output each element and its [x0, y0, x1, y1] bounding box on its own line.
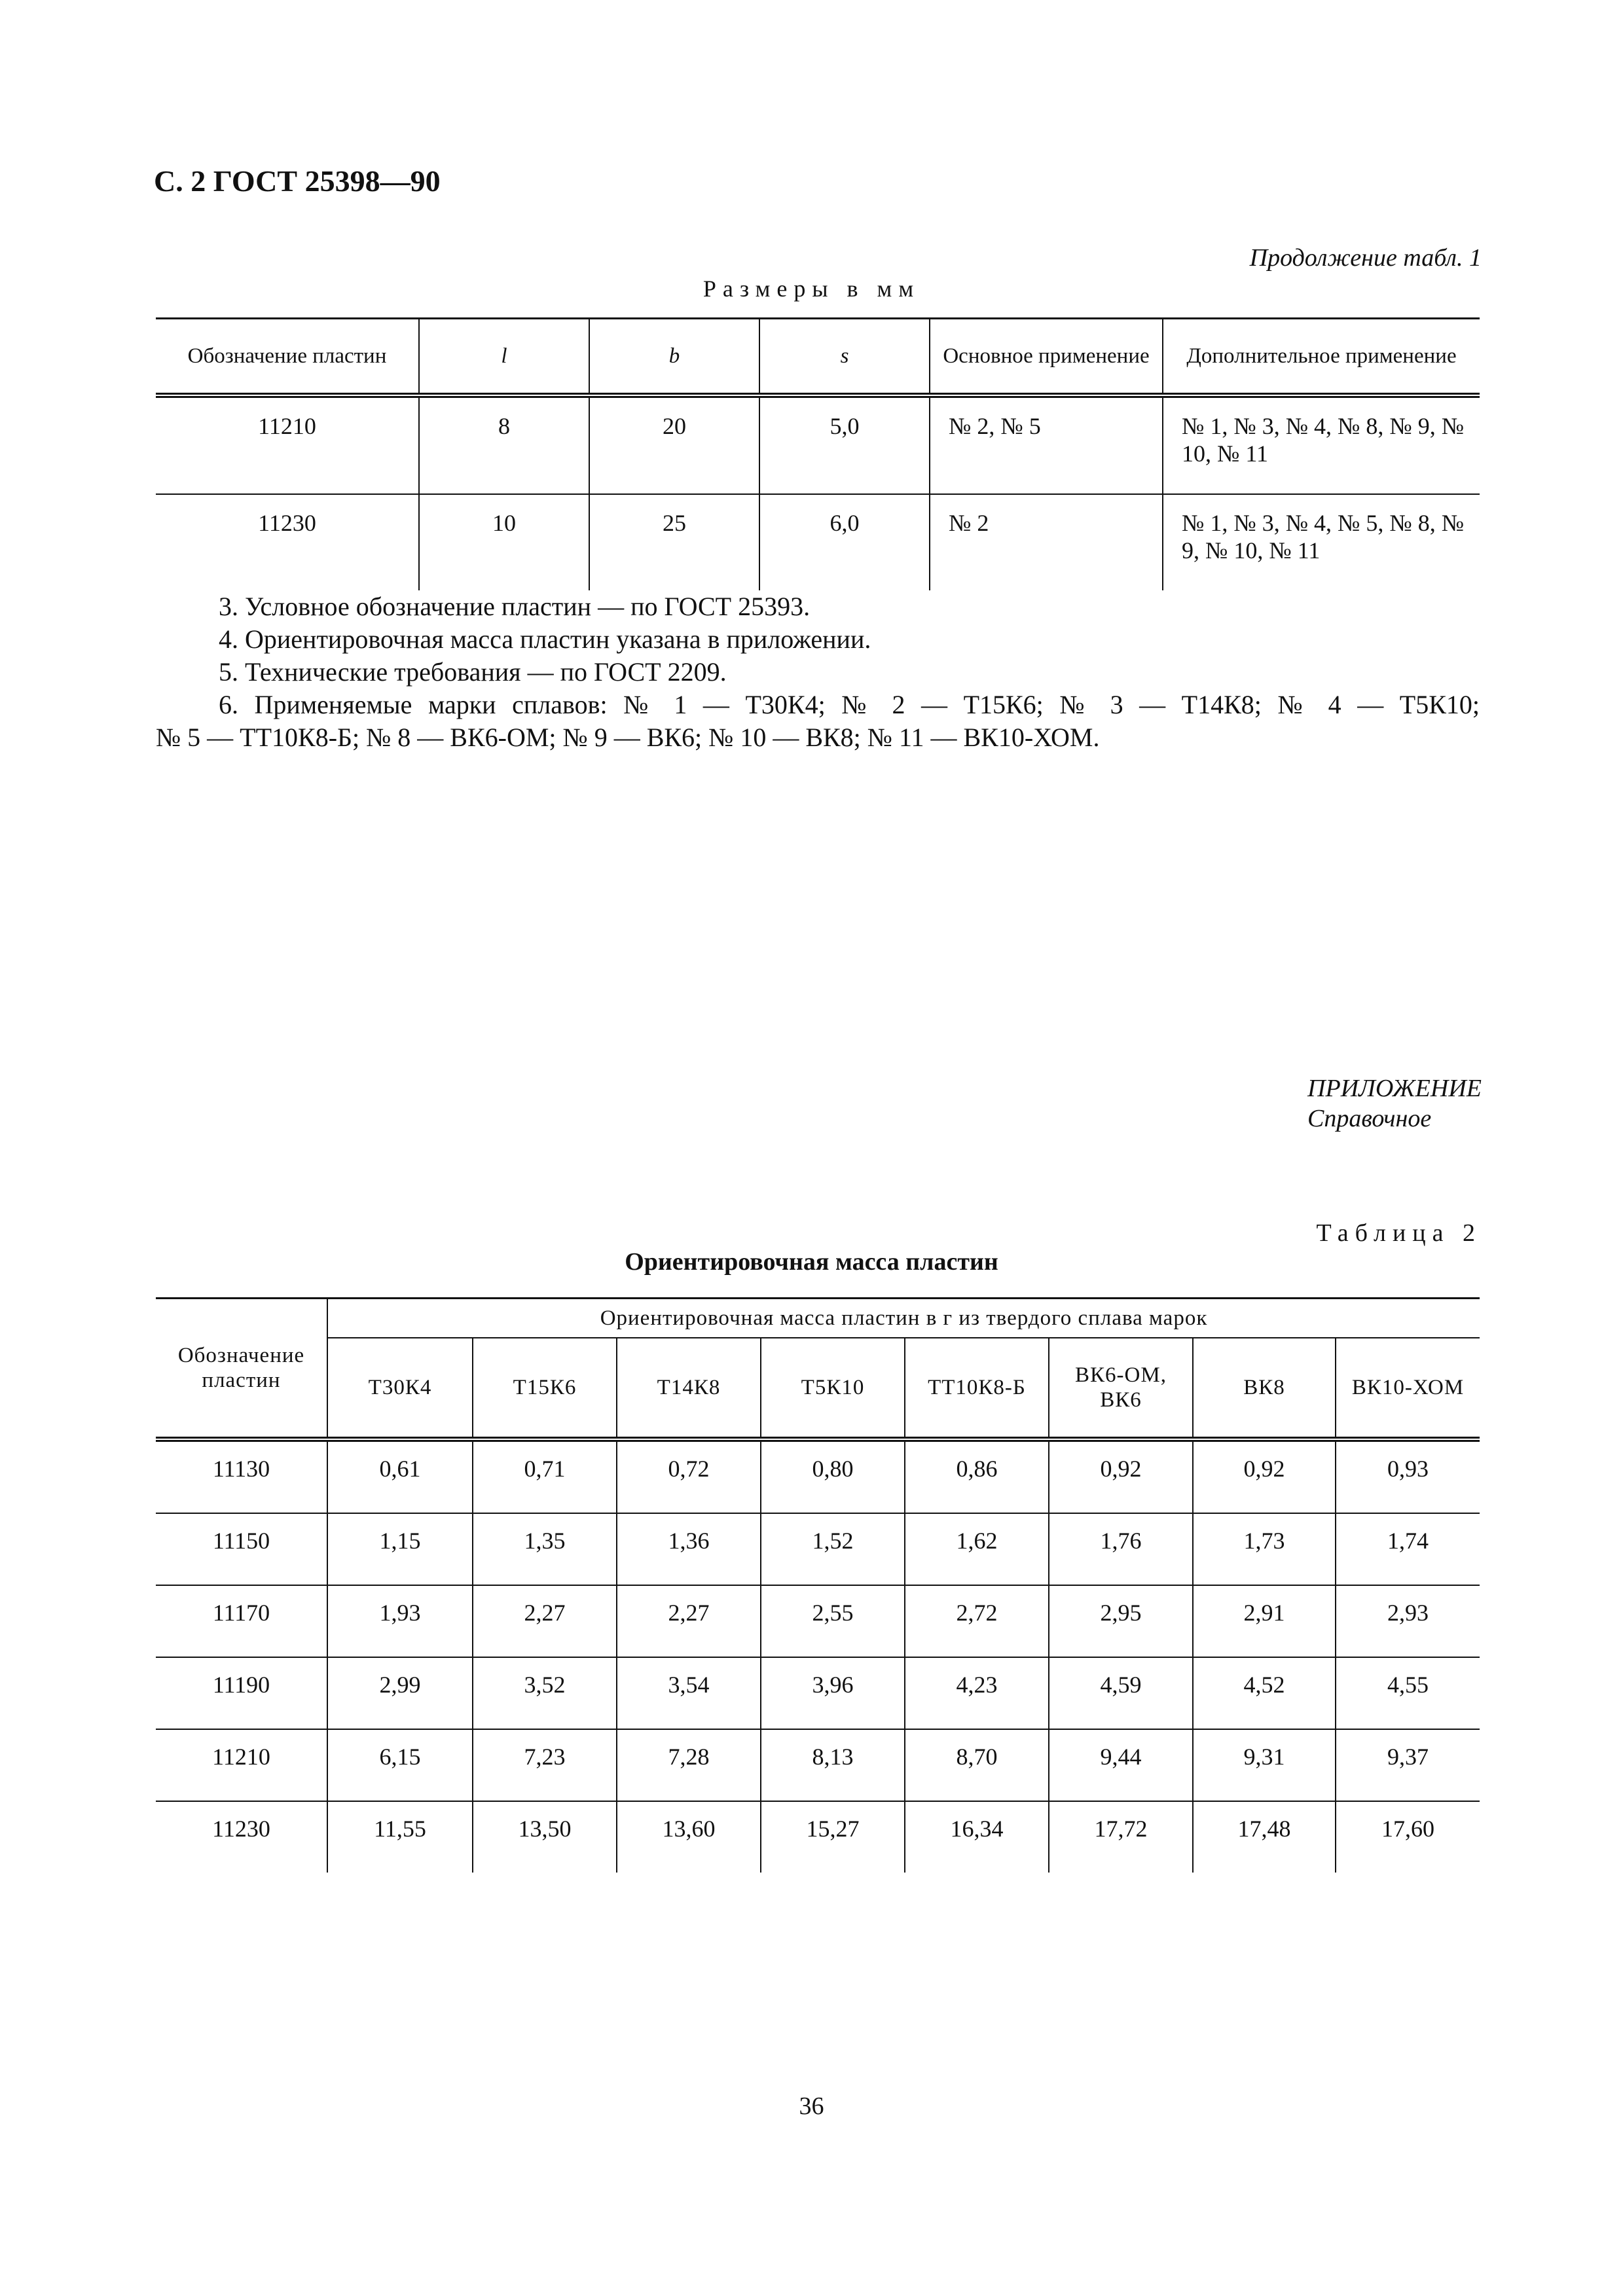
cell-mass: 9,44 [1049, 1729, 1193, 1801]
header-alloy: Т5К10 [761, 1338, 905, 1439]
cell-mass: 4,59 [1049, 1657, 1193, 1729]
header-l: l [419, 319, 589, 396]
header-b: b [589, 319, 759, 396]
cell-mass: 3,96 [761, 1657, 905, 1729]
units-label: Размеры в мм [702, 276, 921, 302]
plate-dimensions-table [156, 317, 1480, 590]
cell-mass: 7,23 [473, 1729, 617, 1801]
cell-designation: 11130 [156, 1439, 327, 1513]
cell-s: 5,0 [759, 395, 930, 494]
cell-mass: 1,93 [327, 1585, 473, 1657]
cell-mass: 2,93 [1336, 1585, 1480, 1657]
cell-additional-application: № 1, № 3, № 4, № 5, № 8, № 9, № 10, № 11 [1163, 494, 1480, 590]
header-alloy: ВК6-ОМ, ВК6 [1049, 1338, 1193, 1439]
table-number-label: Таблица 2 [1316, 1219, 1482, 1247]
cell-mass: 2,91 [1193, 1585, 1336, 1657]
table-header-row [156, 1338, 1480, 1439]
cell-mass: 1,36 [617, 1513, 761, 1585]
cell-b: 25 [589, 494, 759, 590]
cell-mass: 13,60 [617, 1801, 761, 1873]
cell-mass: 3,52 [473, 1657, 617, 1729]
table-header-row [156, 1299, 1480, 1338]
cell-mass: 0,61 [327, 1439, 473, 1513]
table-title: Ориентировочная масса пластин [625, 1248, 998, 1276]
cell-mass: 1,15 [327, 1513, 473, 1585]
cell-mass: 4,23 [905, 1657, 1049, 1729]
table-row [156, 1585, 1480, 1657]
notes-section [156, 590, 1480, 754]
header-alloy: Т15К6 [473, 1338, 617, 1439]
table-row [156, 1439, 1480, 1513]
cell-mass: 15,27 [761, 1801, 905, 1873]
table-row [156, 1729, 1480, 1801]
note-item: 3. Условное обозначение пластин — по ГОСТ 25393. [219, 592, 811, 621]
cell-main-application: № 2 [930, 494, 1163, 590]
cell-mass: 1,62 [905, 1513, 1049, 1585]
cell-b: 20 [589, 395, 759, 494]
cell-mass: 3,54 [617, 1657, 761, 1729]
cell-mass: 2,27 [617, 1585, 761, 1657]
cell-additional-application: № 1, № 3, № 4, № 8, № 9, № 10, № 11 [1163, 395, 1480, 494]
note-item: 5. Технические требования — по ГОСТ 2209. [219, 657, 727, 687]
cell-designation: 11230 [156, 1801, 327, 1873]
cell-mass: 9,37 [1336, 1729, 1480, 1801]
cell-mass: 2,99 [327, 1657, 473, 1729]
cell-mass: 13,50 [473, 1801, 617, 1873]
header-group: Ориентировочная масса пластин в г из твердого сплава марок [327, 1299, 1480, 1338]
cell-mass: 0,93 [1336, 1439, 1480, 1513]
cell-mass: 1,76 [1049, 1513, 1193, 1585]
cell-mass: 2,95 [1049, 1585, 1193, 1657]
cell-mass: 1,73 [1193, 1513, 1336, 1585]
cell-mass: 1,74 [1336, 1513, 1480, 1585]
cell-mass: 0,92 [1049, 1439, 1193, 1513]
header-main-application: Основное применение [930, 319, 1163, 396]
header-designation: Обозначение пластин [156, 1299, 327, 1440]
appendix-subtitle: Справочное [1307, 1105, 1432, 1132]
cell-designation: 11210 [156, 1729, 327, 1801]
cell-mass: 8,13 [761, 1729, 905, 1801]
cell-mass: 1,52 [761, 1513, 905, 1585]
cell-mass: 11,55 [327, 1801, 473, 1873]
cell-mass: 16,34 [905, 1801, 1049, 1873]
cell-mass: 0,72 [617, 1439, 761, 1513]
cell-mass: 2,55 [761, 1585, 905, 1657]
header-alloy: ВК10-ХОМ [1336, 1338, 1480, 1439]
cell-main-application: № 2, № 5 [930, 395, 1163, 494]
cell-mass: 17,48 [1193, 1801, 1336, 1873]
table-continuation-label: Продолжение табл. 1 [1249, 244, 1482, 272]
plate-mass-table [156, 1297, 1480, 1873]
cell-mass: 0,80 [761, 1439, 905, 1513]
note-item: 6. Применяемые марки сплавов: № 1 — Т30К4; № 2 — Т15К6; № 3 — Т14К8; № 4 — Т5К10; [219, 690, 1480, 719]
table-row [156, 1513, 1480, 1585]
header-additional-application: Дополнительное применение [1163, 319, 1480, 396]
cell-designation: 11170 [156, 1585, 327, 1657]
note-item: 4. Ориентировочная масса пластин указана в приложении. [219, 624, 871, 654]
cell-l: 8 [419, 395, 589, 494]
header-alloy: Т14К8 [617, 1338, 761, 1439]
table-row [156, 494, 1480, 590]
header-alloy: Т30К4 [327, 1338, 473, 1439]
appendix-title: ПРИЛОЖЕНИЕ [1307, 1075, 1482, 1102]
cell-l: 10 [419, 494, 589, 590]
cell-mass: 1,35 [473, 1513, 617, 1585]
table-row [156, 1657, 1480, 1729]
cell-mass: 4,52 [1193, 1657, 1336, 1729]
header-alloy: ТТ10К8-Б [905, 1338, 1049, 1439]
note-item-continuation: № 5 — ТТ10К8-Б; № 8 — ВК6-ОМ; № 9 — ВК6; № 10 — ВК8; № 11 — ВК10-ХОМ. [156, 723, 1100, 752]
table-header-row [156, 319, 1480, 396]
cell-mass: 9,31 [1193, 1729, 1336, 1801]
appendix-heading [1307, 1073, 1482, 1134]
cell-mass: 17,60 [1336, 1801, 1480, 1873]
cell-mass: 0,92 [1193, 1439, 1336, 1513]
cell-mass: 8,70 [905, 1729, 1049, 1801]
page-header: С. 2 ГОСТ 25398—90 [154, 164, 441, 198]
cell-mass: 17,72 [1049, 1801, 1193, 1873]
cell-mass: 7,28 [617, 1729, 761, 1801]
table-row [156, 1801, 1480, 1873]
cell-s: 6,0 [759, 494, 930, 590]
cell-designation: 11230 [156, 494, 419, 590]
cell-mass: 2,27 [473, 1585, 617, 1657]
cell-designation: 11190 [156, 1657, 327, 1729]
cell-mass: 0,71 [473, 1439, 617, 1513]
cell-designation: 11150 [156, 1513, 327, 1585]
cell-mass: 6,15 [327, 1729, 473, 1801]
header-s: s [759, 319, 930, 396]
cell-mass: 0,86 [905, 1439, 1049, 1513]
header-alloy: ВК8 [1193, 1338, 1336, 1439]
cell-mass: 4,55 [1336, 1657, 1480, 1729]
header-designation: Обозначение пластин [156, 319, 419, 396]
cell-mass: 2,72 [905, 1585, 1049, 1657]
cell-designation: 11210 [156, 395, 419, 494]
page-number: 36 [799, 2092, 824, 2120]
table-row [156, 395, 1480, 494]
